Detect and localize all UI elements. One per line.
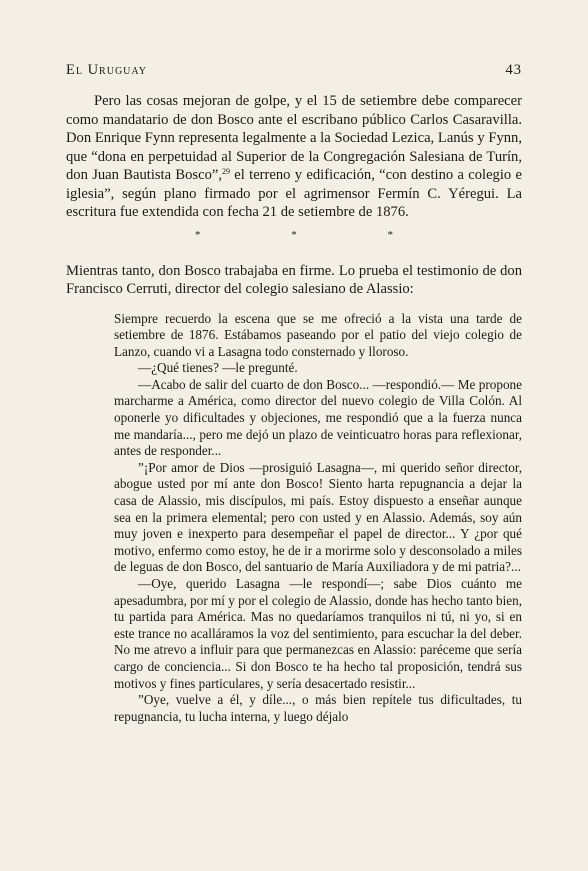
paragraph (66, 92, 522, 222)
paragraph-text: Pero las cosas mejoran de golpe, y el 15 de setiembre debe comparecer como mandatario de don Bosco ante el escribano público Carlos Casaravilla. Don Enrique Fynn representa legalmente a la Sociedad Lezica, Lanús y Fynn, que “dona en perpetuidad al Superior de la Congregación Salesiana de Turín, don Juan Bautista Bosco”, (66, 93, 522, 183)
quote-paragraph: —¿Qué tienes? —le pregunté. (138, 360, 298, 376)
quote-paragraph: —Acabo de salir del cuarto de don Bosco... —respondió.— Me propone marcharme a América, como director del nuevo colegio de Villa Colón. Al oponerle yo dificultades y objeciones, me respondió que a la fuerza nunca me mandaría..., pero me dejó un plazo de veinticuatro horas para reflexionar, antes de responder... (114, 376, 522, 459)
quote-paragraph: Siempre recuerdo la escena que se me ofreció a la vista una tarde de setiembre de 1876. Estábamos paseando por el patio del viejo colegio de Lanzo, cuando vi a Lasagna todo consternado y lloroso. (114, 310, 522, 359)
paragraph-text: el terreno y edificación, “con destino a colegio e iglesia”, según plano firmado por el agrimensor Fermín C. Yéregui. La escritura fue extendida con fecha 21 de setiembre de 1876. (66, 167, 522, 220)
section-separator: * * * (195, 228, 437, 241)
page-number: 43 (505, 62, 522, 78)
paragraph: Mientras tanto, don Bosco trabajaba en firme. Lo prueba el testimonio de don Francisco Cerruti, director del colegio salesiano de Alassio: (66, 262, 522, 297)
running-title: El Uruguay (66, 62, 147, 78)
block-quote (114, 311, 522, 726)
body-text (66, 92, 522, 725)
quote-paragraph: —Oye, querido Lasagna —le respondí—; sabe Dios cuánto me apesadumbra, por mí y por el colegio de Alassio, donde has hecho tanto bien, tu partida para América. Mas no quedaríamos tranquilos ni tú, ni yo, si en este trance no acalláramos la voz del sentimiento, para escuchar la del deber. No me atrevo a influir para que permanezcas en Alassio: paréceme que sería cargo de conciencia... Si don Bosco te ha hecho tal proposición, tendrá sus motivos y fines particulares, y sería desacertado resistir... (114, 576, 522, 691)
footnote-reference: 29 (222, 167, 230, 176)
quote-paragraph: ”¡Por amor de Dios —prosiguió Lasagna—, mi querido señor director, abogue usted por mí ante don Bosco! Siento harta repugnancia a dejar la casa de Alassio, mis discípulos, mi país. Estoy dispuesto a enseñar aunque sea en la primera elemental; pero con usted y en Alassio. Además, soy aún muy joven e inexperto para desempeñar el papel de director... Y ¿por qué motivo, enfermo como estoy, he de ir a morirme solo y desconsolado a miles de leguas de don Bosco, del santuario de María Auxiliadora y de mi patria?... (114, 459, 522, 575)
running-head (66, 62, 522, 79)
quote-paragraph: ”Oye, vuelve a él, y díle..., o más bien repítele tus dificultades, tu repugnancia, tu lucha interna, y luego déjalo (114, 692, 522, 724)
